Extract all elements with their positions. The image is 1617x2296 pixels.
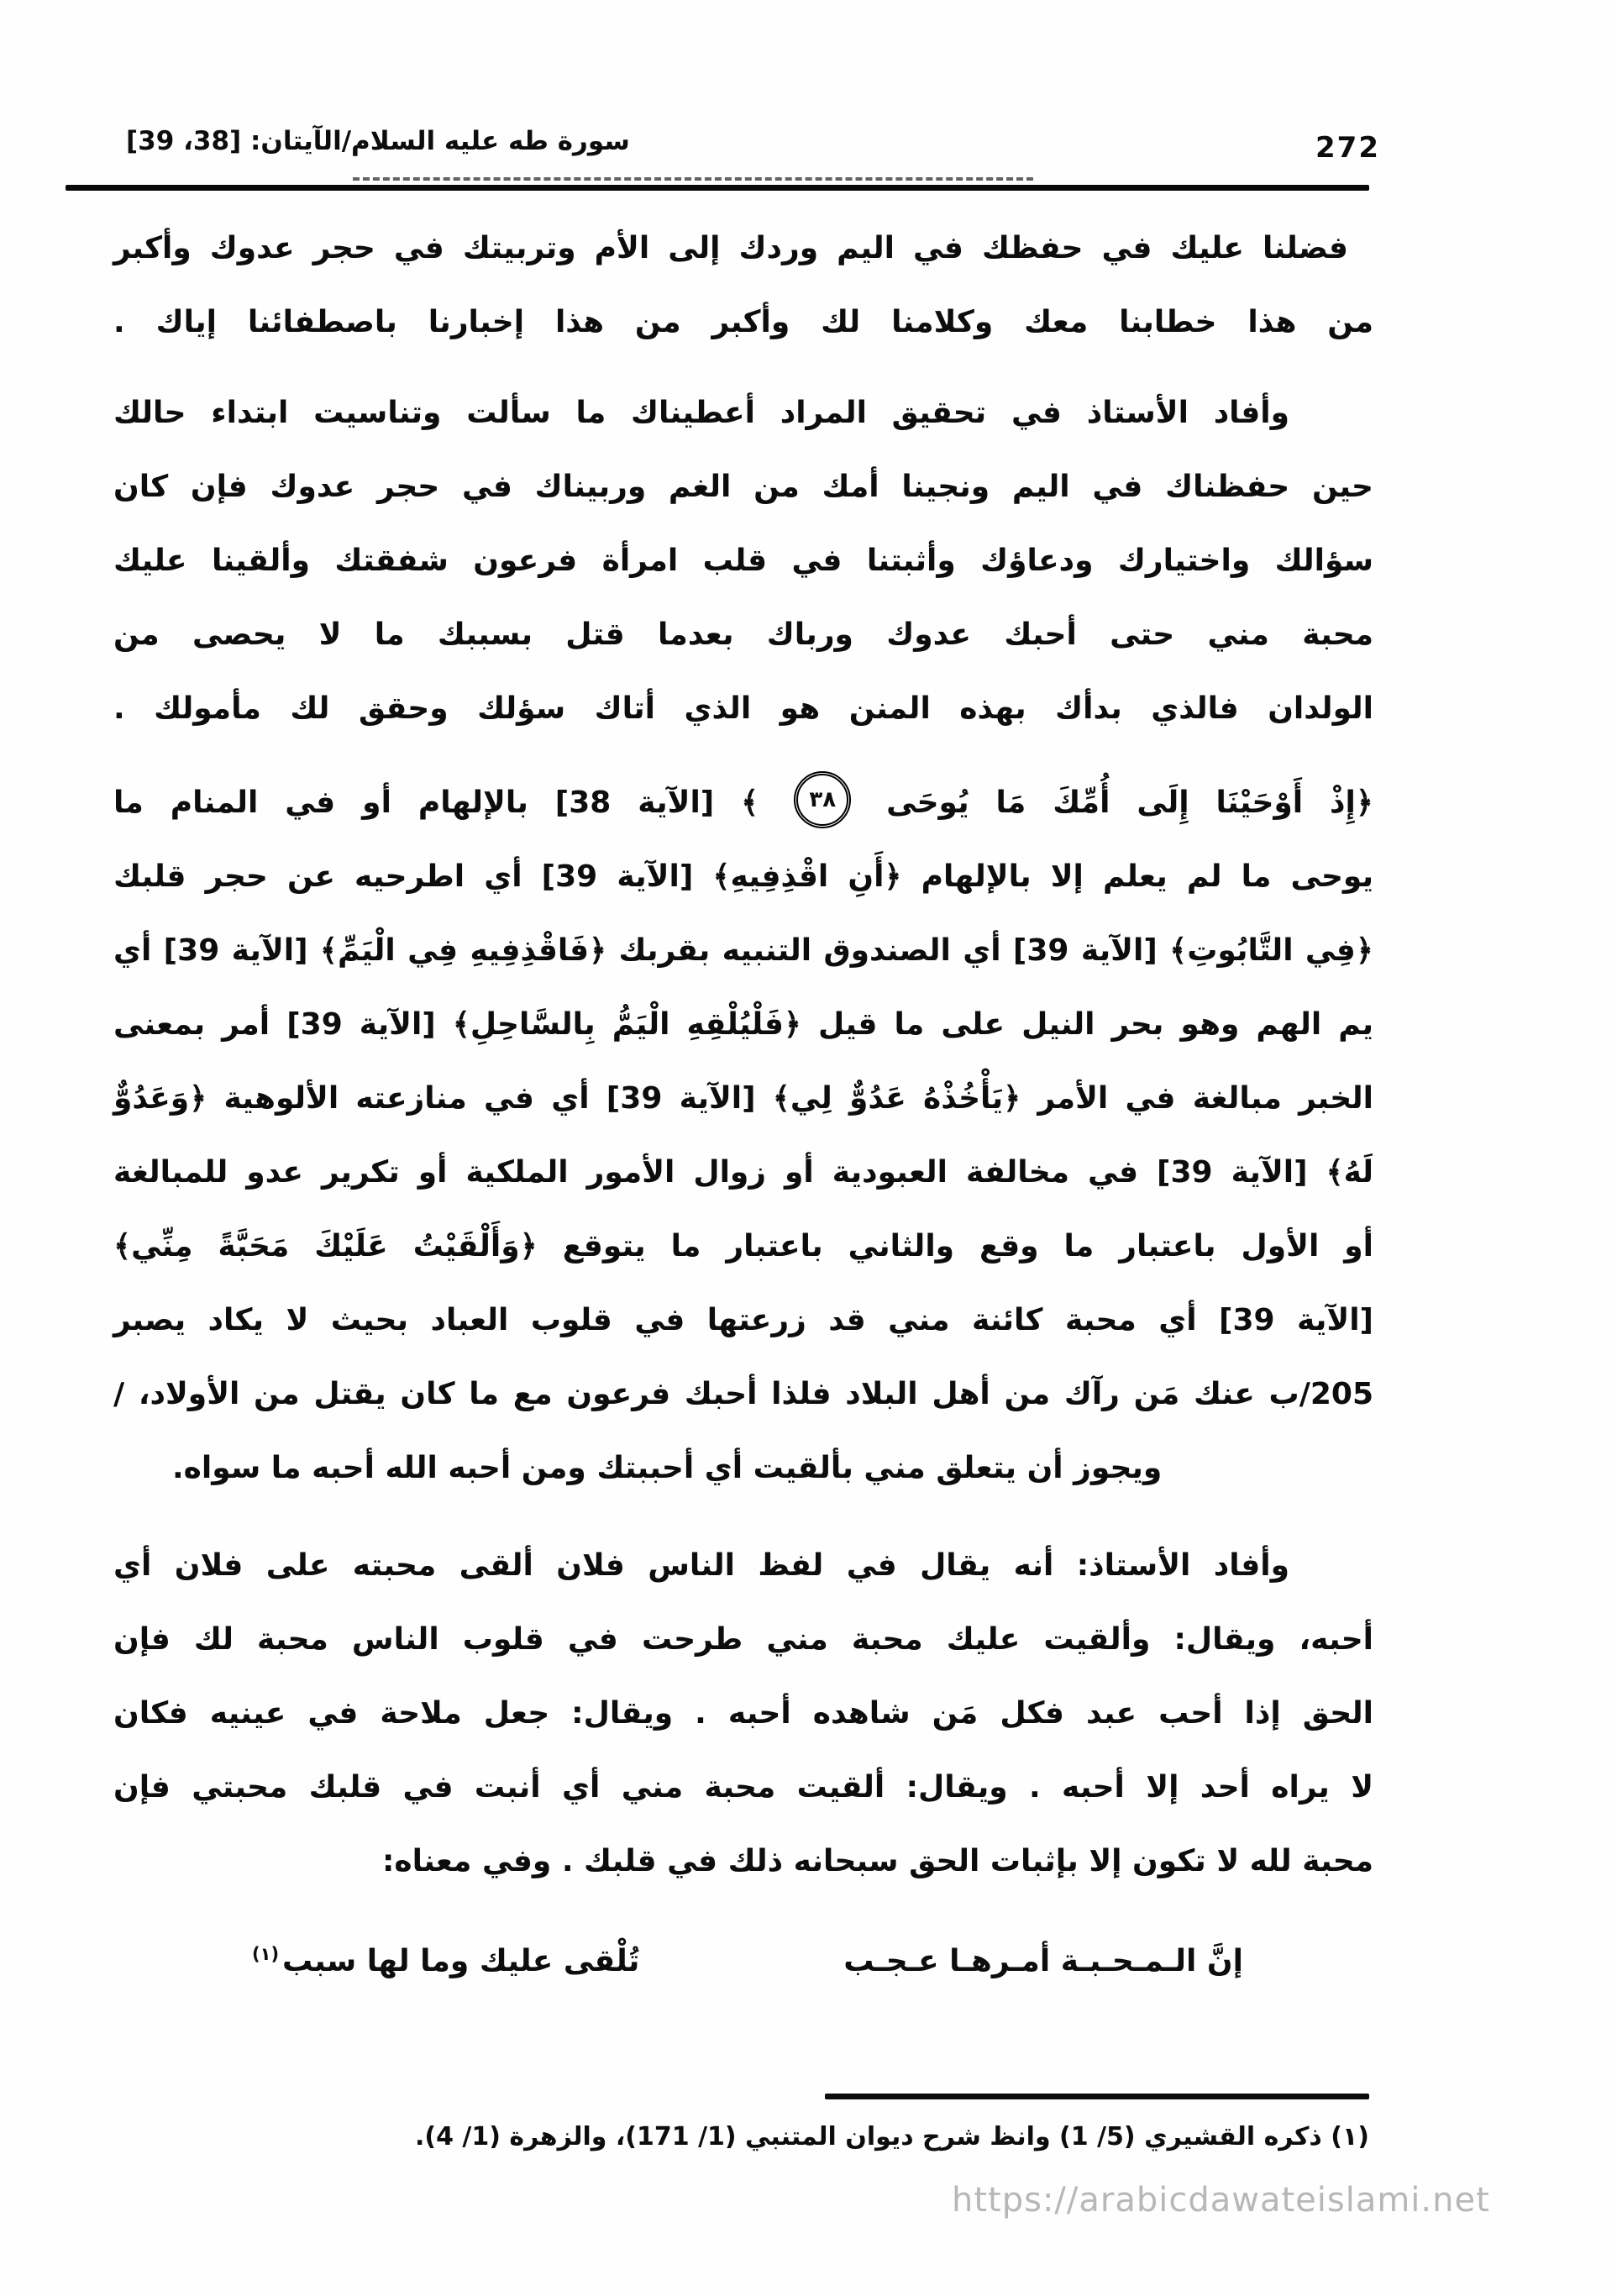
text-line: الحق إذا أحب عبد فكل مَن شاهده أحبه . ويقال: جعل ملاحة في عينيه فكان xyxy=(113,1696,1373,1731)
ayah-text-after: ﴾ [الآية 38] بالإلهام أو في المنام ما xyxy=(113,785,759,820)
text-line: أحبه، ويقال: وألقيت عليك محبة مني طرحت في قلوب الناس محبة لك فإن xyxy=(113,1622,1373,1657)
paragraph-4 xyxy=(113,1529,1373,1899)
text-line: [الآية 39] أي محبة كائنة مني قد زرعتها في قلوب العباد بحيث لا يكاد يصبر xyxy=(113,1303,1374,1337)
poetry-line xyxy=(252,1917,1243,1999)
poetry-hemistich-2 xyxy=(252,1917,639,1999)
text-line: لا يراه أحد إلا أحبه . ويقال: ألقيت محبة مني أي أنبت في قلبك محبتي فإن xyxy=(113,1770,1373,1805)
page-number: 272 xyxy=(1315,131,1380,165)
paragraph-3-verse-commentary xyxy=(113,766,1373,1505)
text-line: ﴿فِي التَّابُوتِ﴾ [الآية 39] أي الصندوق التنبيه بقربك ﴿فَاقْذِفِيهِ فِي الْيَمِّ﴾ [الآية 39] أي xyxy=(113,933,1373,968)
header-surah-title: سورة طه عليه السلام/الآيتان: [38، 39] xyxy=(126,126,630,156)
footnote-ref-superscript: (١) xyxy=(252,1944,280,1964)
poetry-hemistich-1: إنَّ الـمـحـبـة أمـرهـا عـجـب xyxy=(843,1944,1243,1978)
text-line: فضلنا عليك في حفظك في اليم وردك إلى الأم وتربيتك في حجر عدوك وأكبر xyxy=(113,231,1348,265)
ayah-text-before: ﴿إِذْ أَوْحَيْنَا إِلَى أُمِّكَ مَا يُوحَى xyxy=(886,785,1373,820)
text-line: الولدان فالذي بدأك بهذه المنن هو الذي أتاك سؤلك وحقق لك مأمولك . xyxy=(113,691,1373,726)
footnote-separator xyxy=(825,2094,1369,2099)
poetry-hemistich-2-text: تُلْقى عليك وما لها سبب xyxy=(282,1944,640,1978)
text-line: محبة لله لا تكون إلا بإثبات الحق سبحانه ذلك في قلبك . وفي معناه: xyxy=(381,1844,1373,1878)
text-line: لَهُ﴾ [الآية 39] في مخالفة العبودية أو زوال الأمور الملكية أو تكرير عدو للمبالغة xyxy=(113,1155,1373,1190)
text-line: يوحى ما لم يعلم إلا بالإلهام ﴿أَنِ اقْذِفِيهِ﴾ [الآية 39] أي اطرحيه عن حجر قلبك xyxy=(113,859,1374,894)
watermark-url: https://arabicdawateislami.net xyxy=(952,2181,1490,2220)
text-line: حين حفظناك في اليم ونجينا أمك من الغم وربيناك في حجر عدوك فإن كان xyxy=(113,470,1373,504)
text-line: من هذا خطابنا معك وكلامنا لك وأكبر من هذا إخبارنا باصطفائنا إياك . xyxy=(113,305,1373,339)
header-rule xyxy=(66,185,1369,191)
text-line-folio-marker: 205/ب عنك مَن رآك من أهل البلاد فلذا أحبك فرعون مع ما كان يقتل من الأولاد، / xyxy=(113,1377,1373,1411)
footnote: (١) ذكره القشيري (5/ 1) وانظ شرح ديوان المتنبي (1/ 171)، والزهرة (1/ 4). xyxy=(414,2122,1369,2152)
text-line: ويجوز أن يتعلق مني بألقيت أي أحببتك ومن أحبه الله أحبه ما سواه. xyxy=(172,1451,1163,1485)
text-line: وأفاد الأستاذ: أنه يقال في لفظ الناس فلان ألقى محبته على فلان أي xyxy=(113,1548,1289,1583)
header-rule-broken xyxy=(353,177,1033,181)
text-line: يم الهم وهو بحر النيل على ما قيل ﴿فَلْيُلْقِهِ الْيَمُّ بِالسَّاحِلِ﴾ [الآية 39] أمر بمعنى xyxy=(113,1007,1373,1042)
ayah-verse-line xyxy=(113,766,1373,840)
paragraph-1 xyxy=(113,212,1373,360)
text-line: أو الأول باعتبار ما وقع والثاني باعتبار ما يتوقع ﴿وَأَلْقَيْتُ عَلَيْكَ مَحَبَّةً مِنِّي﴾ xyxy=(113,1229,1373,1264)
paragraph-2 xyxy=(113,376,1373,746)
ayah-end-circle: ٣٨ xyxy=(794,771,851,828)
text-line: الخبر مبالغة في الأمر ﴿يَأْخُذْهُ عَدُوٌّ لِي﴾ [الآية 39] أي في منازعته الألوهية ﴿وَعَدُوٌّ xyxy=(113,1081,1374,1116)
text-line: محبة مني حتى أحبك عدوك ورباك بعدما قتل بسببك ما لا يحصى من xyxy=(113,617,1373,652)
text-line: وأفاد الأستاذ في تحقيق المراد أعطيناك ما سألت وتناسيت ابتداء حالك xyxy=(113,396,1289,430)
text-line: سؤالك واختيارك ودعاؤك وأثبتنا في قلب امرأة فرعون شفقتك وألقينا عليك xyxy=(113,544,1373,578)
